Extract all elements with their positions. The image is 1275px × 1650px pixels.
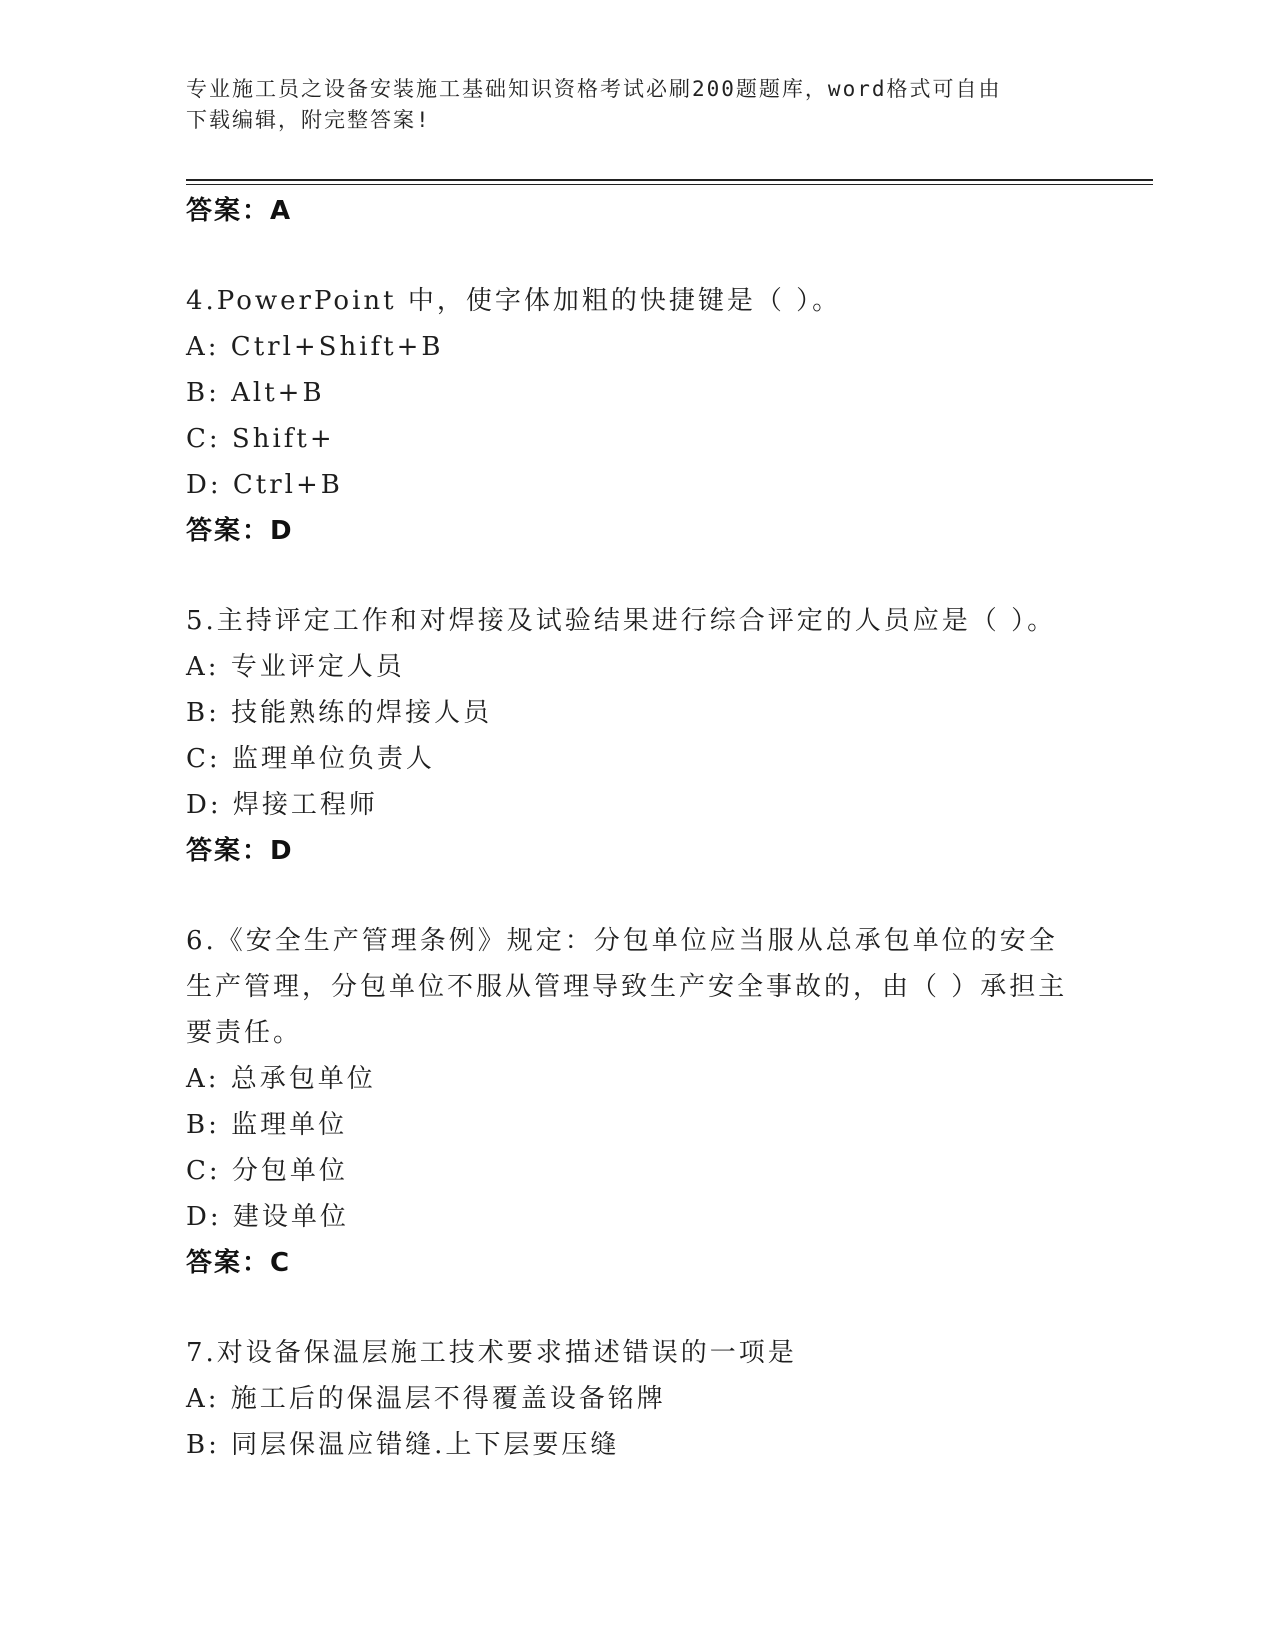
question-6 — [186, 918, 1086, 1286]
question-content — [186, 188, 1086, 1468]
document-header — [186, 74, 1086, 136]
question-5 — [186, 598, 1086, 874]
answer: 答案：D — [186, 516, 294, 546]
option-d: D: 焊接工程师 — [186, 790, 378, 820]
option-b: B: 技能熟练的焊接人员 — [186, 698, 493, 728]
answer: 答案：D — [186, 836, 294, 866]
option-c: C: 分包单位 — [186, 1156, 348, 1186]
header-line-2: 下载编辑，附完整答案! — [186, 108, 431, 132]
question-text-line-1: 6.《安全生产管理条例》规定：分包单位应当服从总承包单位的安全 — [186, 926, 1058, 956]
spacer — [186, 554, 1086, 598]
header-divider-thick — [186, 179, 1153, 181]
question-text: 7.对设备保温层施工技术要求描述错误的一项是 — [186, 1338, 797, 1368]
option-d: D: 建设单位 — [186, 1202, 349, 1232]
question-text: 5.主持评定工作和对焊接及试验结果进行综合评定的人员应是（ ）。 — [186, 606, 1057, 636]
question-text-line-3: 要责任。 — [186, 1018, 303, 1048]
previous-answer: 答案：A — [186, 196, 293, 226]
option-b: B: 同层保温应错缝.上下层要压缝 — [186, 1430, 620, 1460]
option-a: A: 总承包单位 — [186, 1064, 376, 1094]
spacer — [186, 1286, 1086, 1330]
spacer — [186, 874, 1086, 918]
option-a: A: 施工后的保温层不得覆盖设备铭牌 — [186, 1384, 666, 1414]
spacer — [186, 234, 1086, 278]
option-a: A: Ctrl+Shift+B — [186, 332, 444, 362]
header-line-1: 专业施工员之设备安装施工基础知识资格考试必刷200题题库，word格式可自由 — [186, 77, 1002, 101]
option-b: B: 监理单位 — [186, 1110, 348, 1140]
question-text: 4.PowerPoint 中，使字体加粗的快捷键是（ ）。 — [186, 286, 842, 316]
question-text-line-2: 生产管理，分包单位不服从管理导致生产安全事故的，由（ ）承担主 — [186, 972, 1068, 1002]
header-divider-thin — [186, 184, 1153, 185]
answer: 答案：C — [186, 1248, 292, 1278]
option-b: B: Alt+B — [186, 378, 325, 408]
question-7 — [186, 1330, 1086, 1468]
option-c: C: Shift+ — [186, 424, 335, 454]
option-c: C: 监理单位负责人 — [186, 744, 435, 774]
question-4 — [186, 278, 1086, 554]
option-a: A: 专业评定人员 — [186, 652, 405, 682]
option-d: D: Ctrl+B — [186, 470, 343, 500]
